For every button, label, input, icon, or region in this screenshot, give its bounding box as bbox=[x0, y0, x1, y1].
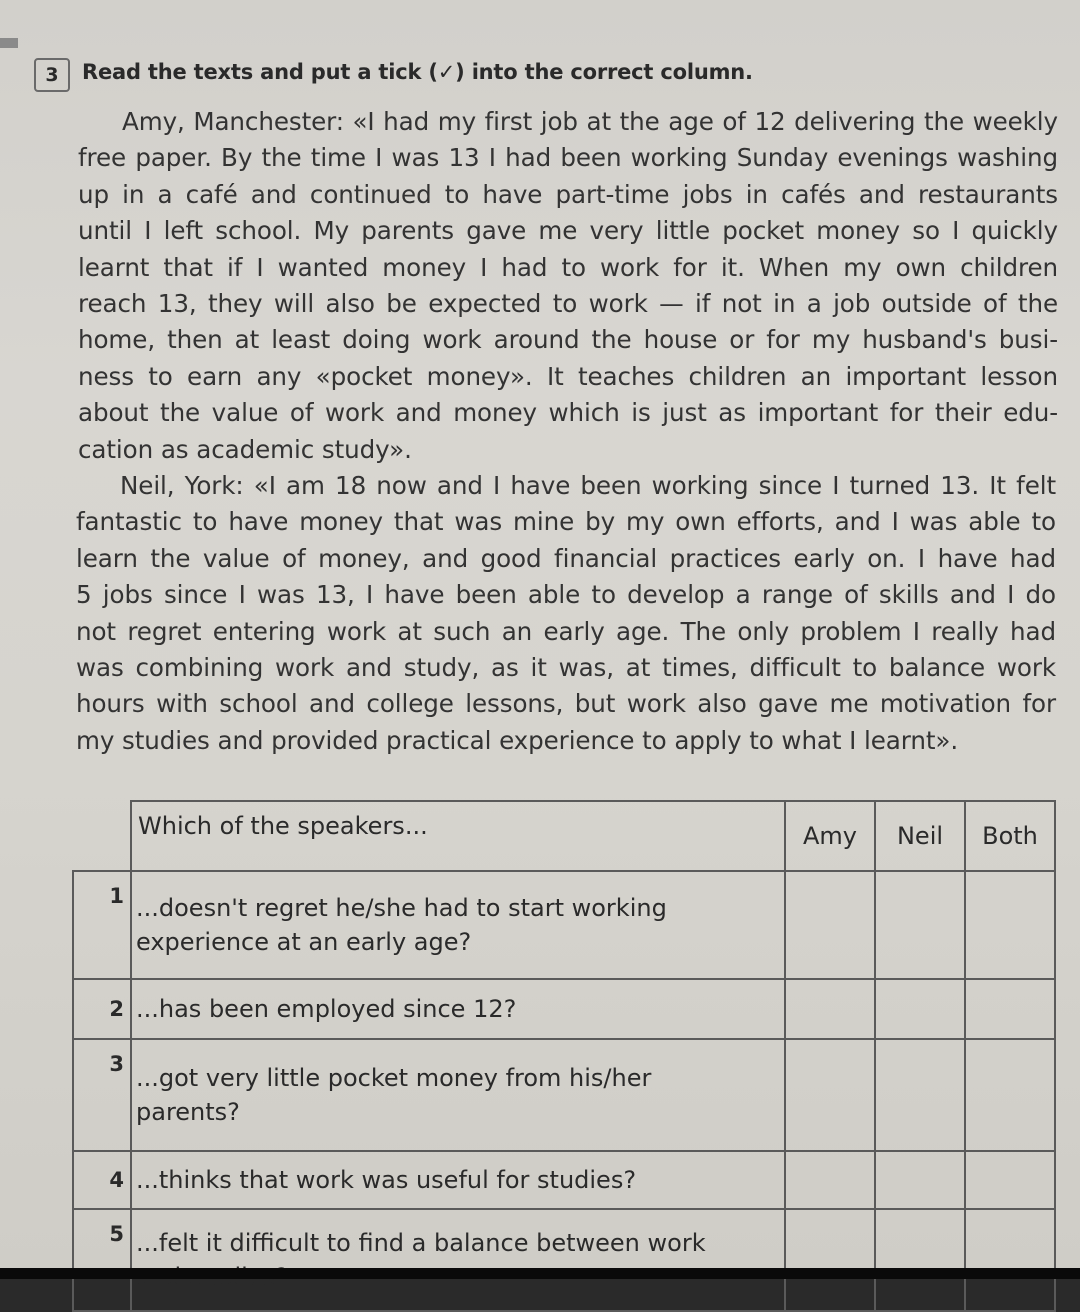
tick-cell-neil[interactable] bbox=[875, 1039, 965, 1151]
row-number: 3 bbox=[73, 1039, 131, 1151]
exercise-number: 3 bbox=[34, 58, 70, 92]
neil-line: was combining work and study, as it was, at times, difficult to balance work bbox=[76, 653, 1056, 683]
neil-line: not regret entering work at such an early age. The only problem I really had bbox=[76, 616, 1056, 646]
amy-text bbox=[78, 104, 1058, 468]
tick-cell-amy[interactable] bbox=[785, 1209, 875, 1311]
photo-bottom-edge bbox=[0, 1268, 1080, 1279]
neil-line: hours with school and college lessons, but work also gave me motivation for bbox=[76, 689, 1056, 719]
page-edge-mark bbox=[0, 38, 18, 48]
column-both: Both bbox=[965, 801, 1055, 871]
question-line: ...got very little pocket money from his/her bbox=[136, 1064, 652, 1092]
column-amy: Amy bbox=[785, 801, 875, 871]
exercise-header bbox=[34, 58, 1034, 92]
tick-cell-both[interactable] bbox=[965, 979, 1055, 1039]
neil-line: learn the value of money, and good financial practices early on. I have had bbox=[76, 543, 1056, 573]
neil-line: my studies and provided practical experience to apply to what I learnt». bbox=[76, 725, 959, 755]
amy-line: reach 13, they will also be expected to work — if not in a job outside of the bbox=[78, 289, 1058, 319]
tick-cell-amy[interactable] bbox=[785, 979, 875, 1039]
row-number: 4 bbox=[73, 1151, 131, 1209]
tick-cell-both[interactable] bbox=[965, 1039, 1055, 1151]
tick-cell-amy[interactable] bbox=[785, 1151, 875, 1209]
tick-cell-neil[interactable] bbox=[875, 871, 965, 979]
tick-cell-amy[interactable] bbox=[785, 1039, 875, 1151]
row-question bbox=[131, 871, 785, 979]
table-row bbox=[73, 979, 1055, 1039]
row-number: 2 bbox=[73, 979, 131, 1039]
question-line: ...felt it difficult to find a balance between work bbox=[136, 1229, 706, 1257]
question-header: Which of the speakers... bbox=[131, 801, 785, 871]
question-line: ...thinks that work was useful for studies? bbox=[136, 1166, 637, 1194]
table-header-row bbox=[73, 801, 1055, 871]
tick-cell-amy[interactable] bbox=[785, 871, 875, 979]
header-blank bbox=[73, 801, 131, 871]
table-row bbox=[73, 1209, 1055, 1311]
row-number: 1 bbox=[73, 871, 131, 979]
question-line: ...doesn't regret he/she had to start working bbox=[136, 894, 667, 922]
table-row bbox=[73, 1151, 1055, 1209]
amy-line: cation as academic study». bbox=[78, 434, 412, 464]
neil-text bbox=[76, 468, 1056, 759]
tick-cell-both[interactable] bbox=[965, 871, 1055, 979]
amy-line: about the value of work and money which is just as important for their edu- bbox=[78, 398, 1058, 428]
amy-line: free paper. By the time I was 13 I had been working Sunday evenings washing bbox=[78, 143, 1058, 173]
question-line: ...has been employed since 12? bbox=[136, 995, 517, 1023]
answer-table bbox=[72, 800, 1056, 1312]
amy-line: ness to earn any «pocket money». It teaches children an important lesson bbox=[78, 361, 1058, 391]
table-row bbox=[73, 1039, 1055, 1151]
tick-cell-neil[interactable] bbox=[875, 979, 965, 1039]
tick-cell-both[interactable] bbox=[965, 1209, 1055, 1311]
row-question bbox=[131, 979, 785, 1039]
neil-line: Neil, York: «I am 18 now and I have been working since I turned 13. It felt bbox=[120, 471, 1056, 500]
exercise-instruction: Read the texts and put a tick (✓) into the correct column. bbox=[82, 60, 753, 84]
row-question bbox=[131, 1039, 785, 1151]
amy-line: learnt that if I wanted money I had to work for it. When my own children bbox=[78, 252, 1058, 282]
amy-line: until I left school. My parents gave me very little pocket money so I quickly bbox=[78, 216, 1058, 246]
tick-cell-both[interactable] bbox=[965, 1151, 1055, 1209]
amy-line: home, then at least doing work around the house or for my husband's busi- bbox=[78, 325, 1058, 355]
column-neil: Neil bbox=[875, 801, 965, 871]
amy-line: up in a café and continued to have part-time jobs in cafés and restaurants bbox=[78, 179, 1058, 209]
amy-line: Amy, Manchester: «I had my first job at the age of 12 delivering the weekly bbox=[122, 107, 1058, 136]
neil-line: 5 jobs since I was 13, I have been able to develop a range of skills and I do bbox=[76, 580, 1056, 610]
tick-cell-neil[interactable] bbox=[875, 1151, 965, 1209]
table-row bbox=[73, 871, 1055, 979]
row-question bbox=[131, 1151, 785, 1209]
question-line: parents? bbox=[136, 1098, 240, 1126]
row-question bbox=[131, 1209, 785, 1311]
tick-cell-neil[interactable] bbox=[875, 1209, 965, 1311]
question-line: experience at an early age? bbox=[136, 928, 472, 956]
neil-line: fantastic to have money that was mine by my own efforts, and I was able to bbox=[76, 507, 1056, 537]
row-number: 5 bbox=[73, 1209, 131, 1311]
